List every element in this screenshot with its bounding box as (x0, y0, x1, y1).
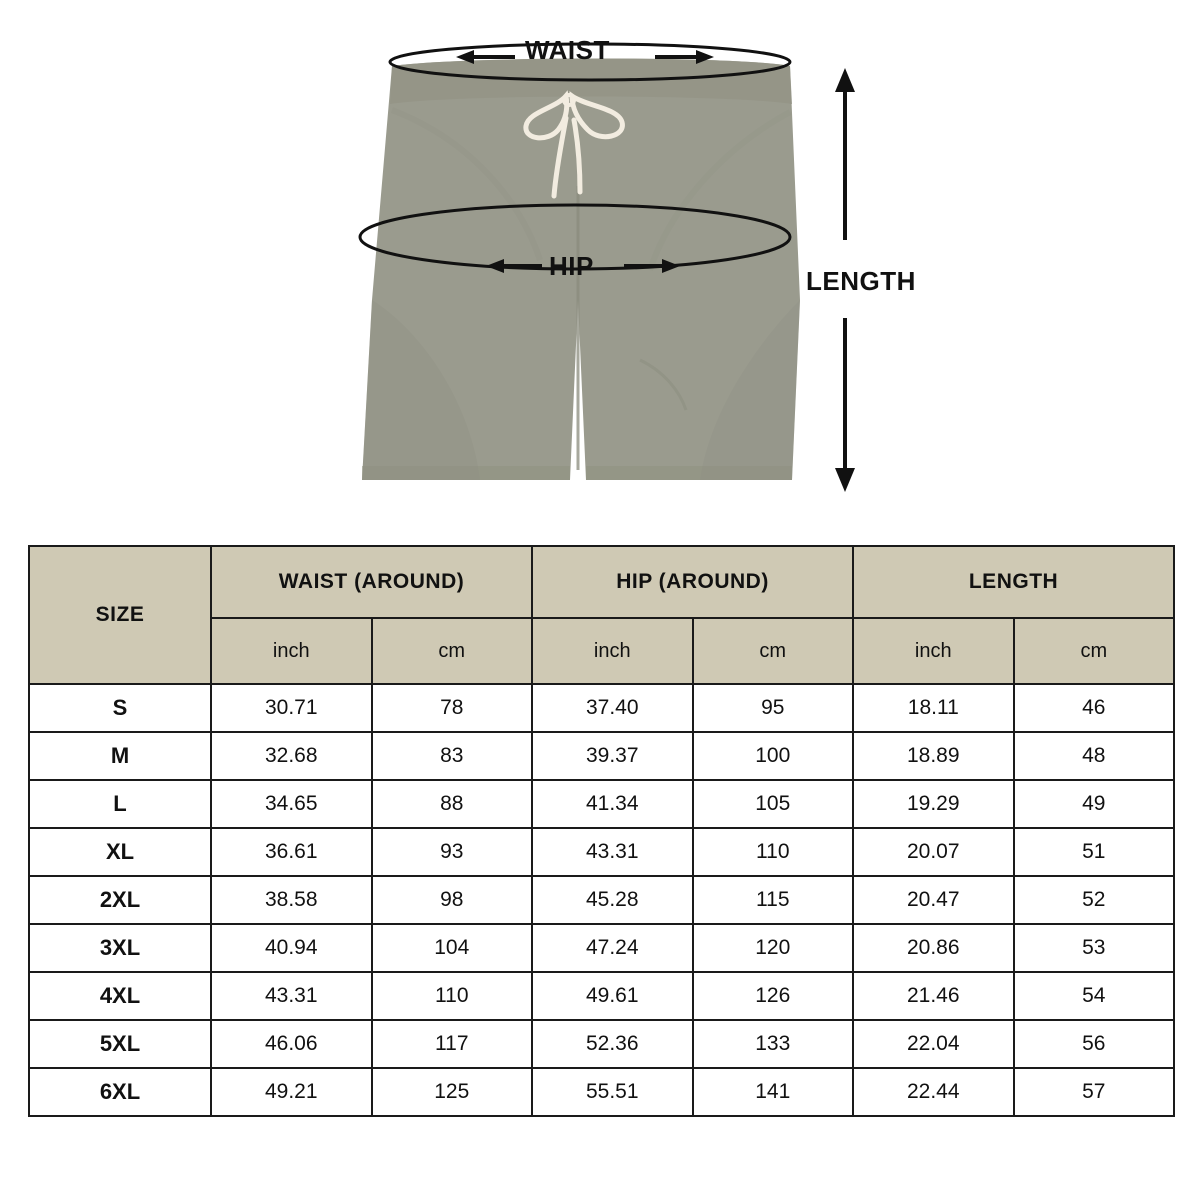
cell-length-inch: 18.89 (853, 732, 1014, 780)
cell-hip-cm: 110 (693, 828, 854, 876)
cell-size: 4XL (29, 972, 211, 1020)
table-row (29, 684, 1174, 732)
table-header (29, 546, 1174, 684)
cell-length-inch: 22.04 (853, 1020, 1014, 1068)
cell-size: 2XL (29, 876, 211, 924)
cell-size: XL (29, 828, 211, 876)
waist-label: WAIST (525, 35, 610, 65)
header-hip-cm: cm (693, 618, 854, 684)
cell-length-cm: 52 (1014, 876, 1175, 924)
cell-hip-cm: 105 (693, 780, 854, 828)
cell-waist-cm: 88 (372, 780, 533, 828)
cell-waist-cm: 83 (372, 732, 533, 780)
cell-size: L (29, 780, 211, 828)
shorts-diagram-svg (0, 0, 1200, 530)
cell-length-cm: 54 (1014, 972, 1175, 1020)
cell-length-inch: 19.29 (853, 780, 1014, 828)
cell-hip-inch: 52.36 (532, 1020, 693, 1068)
cell-waist-cm: 125 (372, 1068, 533, 1116)
cell-size: M (29, 732, 211, 780)
cell-hip-cm: 126 (693, 972, 854, 1020)
cell-length-cm: 57 (1014, 1068, 1175, 1116)
cell-size: S (29, 684, 211, 732)
cell-waist-cm: 110 (372, 972, 533, 1020)
cell-hip-cm: 95 (693, 684, 854, 732)
header-waist-group: WAIST (AROUND) (211, 546, 532, 618)
cell-size: 3XL (29, 924, 211, 972)
cell-hip-cm: 133 (693, 1020, 854, 1068)
cell-length-cm: 46 (1014, 684, 1175, 732)
cell-length-cm: 49 (1014, 780, 1175, 828)
cell-length-inch: 18.11 (853, 684, 1014, 732)
cell-hip-inch: 55.51 (532, 1068, 693, 1116)
cell-waist-inch: 38.58 (211, 876, 372, 924)
cell-waist-cm: 78 (372, 684, 533, 732)
cell-waist-cm: 104 (372, 924, 533, 972)
cell-hip-inch: 45.28 (532, 876, 693, 924)
header-size: SIZE (29, 546, 211, 684)
header-hip-group: HIP (AROUND) (532, 546, 853, 618)
header-hip-inch: inch (532, 618, 693, 684)
cell-length-cm: 48 (1014, 732, 1175, 780)
table-row (29, 924, 1174, 972)
cell-hip-inch: 47.24 (532, 924, 693, 972)
cell-waist-inch: 34.65 (211, 780, 372, 828)
cell-waist-inch: 36.61 (211, 828, 372, 876)
header-waist-inch: inch (211, 618, 372, 684)
table-row (29, 876, 1174, 924)
cell-hip-inch: 39.37 (532, 732, 693, 780)
table-row (29, 828, 1174, 876)
cell-waist-inch: 46.06 (211, 1020, 372, 1068)
cell-length-inch: 20.07 (853, 828, 1014, 876)
cell-length-inch: 20.86 (853, 924, 1014, 972)
table-row (29, 1068, 1174, 1116)
header-row-groups (29, 546, 1174, 618)
table-body (29, 684, 1174, 1116)
cell-hip-cm: 141 (693, 1068, 854, 1116)
length-label: LENGTH (806, 266, 916, 296)
header-length-group: LENGTH (853, 546, 1174, 618)
cell-hip-cm: 100 (693, 732, 854, 780)
cell-length-inch: 21.46 (853, 972, 1014, 1020)
cell-size: 6XL (29, 1068, 211, 1116)
header-waist-cm: cm (372, 618, 533, 684)
cell-waist-inch: 49.21 (211, 1068, 372, 1116)
size-chart-table (28, 545, 1175, 1117)
cell-waist-inch: 32.68 (211, 732, 372, 780)
cell-waist-cm: 93 (372, 828, 533, 876)
table-row (29, 732, 1174, 780)
cell-waist-inch: 43.31 (211, 972, 372, 1020)
header-length-inch: inch (853, 618, 1014, 684)
cell-length-inch: 20.47 (853, 876, 1014, 924)
cell-hip-inch: 37.40 (532, 684, 693, 732)
hip-label: HIP (549, 251, 594, 281)
cell-hip-cm: 115 (693, 876, 854, 924)
cell-length-inch: 22.44 (853, 1068, 1014, 1116)
table-row (29, 972, 1174, 1020)
cell-length-cm: 56 (1014, 1020, 1175, 1068)
cell-size: 5XL (29, 1020, 211, 1068)
cell-hip-inch: 43.31 (532, 828, 693, 876)
size-chart-illustration (0, 0, 1200, 530)
cell-waist-cm: 98 (372, 876, 533, 924)
cell-hip-inch: 49.61 (532, 972, 693, 1020)
cell-hip-inch: 41.34 (532, 780, 693, 828)
cell-waist-cm: 117 (372, 1020, 533, 1068)
table-row (29, 780, 1174, 828)
cell-waist-inch: 30.71 (211, 684, 372, 732)
cell-hip-cm: 120 (693, 924, 854, 972)
cell-waist-inch: 40.94 (211, 924, 372, 972)
header-length-cm: cm (1014, 618, 1175, 684)
table-row (29, 1020, 1174, 1068)
cell-length-cm: 51 (1014, 828, 1175, 876)
cell-length-cm: 53 (1014, 924, 1175, 972)
